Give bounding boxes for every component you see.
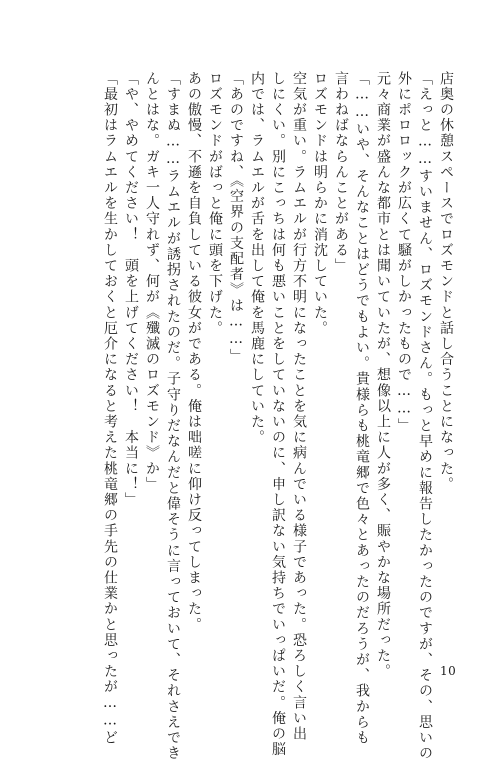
text-line: ロズモンドは明らかに消沈していた。 [312, 71, 328, 337]
text-line: 店奥の休憩スペースでロズモンドと話し合うことになった。 [438, 71, 454, 493]
text-line: 元々商業が盛んな都市とは聞いていたが、想像以上に人が多く、賑やかな場所だった。 [375, 71, 391, 680]
text-line: しにくい。別にこっちは何も悪いことをしていないのに、申し訳ない気持ちでいっぱいだ。俺の脳 [270, 71, 286, 758]
text-line: ロズモンドがばっと俺に頭を下げた。 [207, 71, 223, 337]
text-line: 「えっと……すいません、ロズモンドさん。もっと早めに報告したかったのですが、その、思いの [417, 71, 433, 761]
text-line: あの傲慢、不遜を自負している彼女がである。俺は咄嗟に仰け反ってしまった。 [186, 71, 202, 633]
text-line: 外にポロロックが広くて騒がしかったもので……」 [396, 71, 412, 434]
text-line: 「すまぬ……ラムエルが誘拐されたのだ。子守りだなんだと偉そうに言っておいて、それさえでき [165, 71, 181, 761]
text-line: 「や、やめてください！ 頭を上げてください！ 本当に！」 [123, 71, 139, 508]
text-line: んとはな。ガキ一人守れず、何が《殲滅のロズモンド》か」 [144, 71, 160, 493]
page-number: 10 [440, 664, 457, 678]
text-line: 内では、ラムエルが舌を出して俺を馬鹿にしていた。 [249, 71, 265, 446]
text-line: 「……いや、そんなことはどうでもよい。貴様らも桃竜郷で色々とあったのだろうが、我からも [354, 71, 370, 746]
text-line: 「最初はラムエルを生かしておくと厄介になると考えた桃竜郷の手先の仕業かと思ったが……ど [102, 71, 118, 746]
text-line: 「あのですね、《空界の支配者》は……」 [228, 71, 244, 365]
text-line: 空気が重い。ラムエルが行方不明になったことを気に病んでいる様子であった。恐ろしく言い出 [291, 71, 307, 742]
text-line: 言わねばならんことがある」 [333, 71, 349, 274]
